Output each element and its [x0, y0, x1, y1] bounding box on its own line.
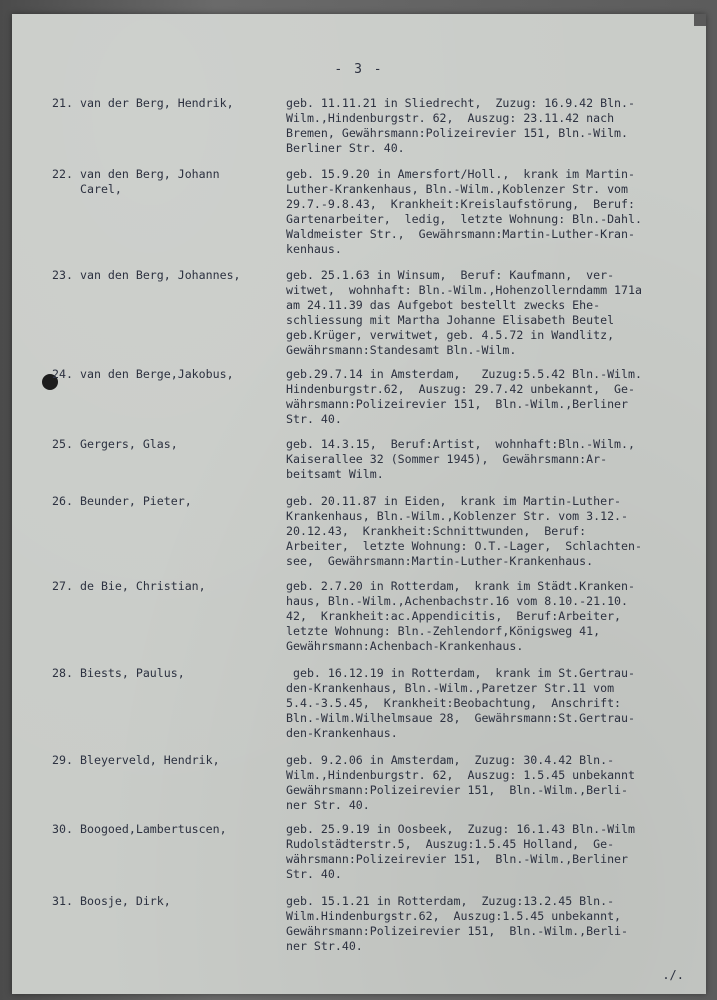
entry-name: van der Berg, Hendrik,: [80, 96, 234, 110]
continuation-mark: ./.: [662, 968, 684, 982]
entry-number: 23.: [52, 268, 73, 282]
document-page: [12, 14, 706, 994]
entry-name: van den Berge,Jakobus,: [80, 367, 234, 381]
entry-details: geb.29.7.14 in Amsterdam, Zuzug:5.5.42 Bln.-Wilm. Hindenburgstr.62, Auszug: 29.7.42 unbekannt, Ge- währsmann:Polizeirevier 151, Bln.-Wilm.,Berliner Str. 40.: [286, 367, 642, 426]
entry-details: geb. 15.9.20 in Amersfort/Holl., krank im Martin- Luther-Krankenhaus, Bln.-Wilm.,Koblenzer Str. vom 29.7.-9.8.43, Krankheit:Kreislaufstörung, Beruf: Gartenarbeiter, ledig, letzte Wohnung: Bln.-Dahl. Waldmeister Str., Gewährsmann:Martin-Luther-Kran- kenhaus.: [286, 167, 642, 256]
entry-name: Biests, Paulus,: [80, 666, 185, 680]
entry-details: geb. 16.12.19 in Rotterdam, krank im St.Gertrau- den-Krankenhaus, Bln.-Wilm.,Paretzer Str.11 vom 5.4.-3.5.45, Krankheit:Beobachtung, Anschrift: Bln.-Wilm.Wilhelmsaue 28, Gewährsmann:St.Gertrau- den-Krankenhaus.: [286, 666, 636, 740]
entry-details: geb. 9.2.06 in Amsterdam, Zuzug: 30.4.42 Bln.- Wilm.,Hindenburgstr. 62, Auszug: 1.5.45 unbekannt Gewährsmann:Polizeirevier 151, Bln.-Wilm.,Berli- ner Str. 40.: [286, 753, 636, 812]
entry-name: Beunder, Pieter,: [80, 494, 192, 508]
entry-details: geb. 11.11.21 in Sliedrecht, Zuzug: 16.9.42 Bln.- Wilm.,Hindenburgstr. 62, Auszug: 23.11.42 nach Bremen, Gewährsmann:Polizeirevier 151, Bln.-Wilm. Berliner Str. 40.: [286, 96, 636, 155]
entry-number: 28.: [52, 666, 73, 680]
entry-name: Bleyerveld, Hendrik,: [80, 753, 220, 767]
entry-name: Boosje, Dirk,: [80, 894, 171, 908]
entry-number: 25.: [52, 437, 73, 451]
entry-details: geb. 25.9.19 in Oosbeek, Zuzug: 16.1.43 Bln.-Wilm Rudolstädterstr.5, Auszug:1.5.45 Holland, Ge- währsmann:Polizeirevier 151, Bln.-Wilm.,Berliner Str. 40.: [286, 822, 636, 881]
entry-number: 27.: [52, 579, 73, 593]
entry-name: van den Berg, Johann Carel,: [80, 167, 220, 196]
entry-name: Boogoed,Lambertuscen,: [80, 822, 227, 836]
entry-name: Gergers, Glas,: [80, 437, 178, 451]
entry-number: 30.: [52, 822, 73, 836]
entry-details: geb. 25.1.63 in Winsum, Beruf: Kaufmann, ver- witwet, wohnhaft: Bln.-Wilm.,Hohenzollerndamm 171a am 24.11.39 das Aufgebot bestellt zwecks Ehe- schliessung mit Martha Johanne Elisabeth Beutel geb.Krüger, verwitwet, geb. 4.5.72 in Wandlitz, Gewährsmann:Standesamt Bln.-Wilm.: [286, 268, 642, 357]
entry-details: geb. 15.1.21 in Rotterdam, Zuzug:13.2.45 Bln.- Wilm.Hindenburgstr.62, Auszug:1.5.45 unbekannt, Gewährsmann:Polizeirevier 151, Bln.-Wilm.,Berli- ner Str.40.: [286, 894, 629, 953]
entry-name: de Bie, Christian,: [80, 579, 206, 593]
entry-number: 21.: [52, 96, 73, 110]
entry-number: 26.: [52, 494, 73, 508]
entry-number: 24.: [52, 367, 73, 381]
entry-number: 29.: [52, 753, 73, 767]
entry-details: geb. 2.7.20 in Rotterdam, krank im Städt.Kranken- haus, Bln.-Wilm.,Achenbachstr.16 vom 8.10.-21.10. 42, Krankheit:ac.Appendicitis, Beruf:Arbeiter, letzte Wohnung: Bln.-Zehlendorf,Königsweg 41, Gewährsmann:Achenbach-Krankenhaus.: [286, 579, 636, 653]
page-corner-cut: [694, 14, 706, 26]
entry-details: geb. 14.3.15, Beruf:Artist, wohnhaft:Bln.-Wilm., Kaiserallee 32 (Sommer 1945), Gewährsmann:Ar- beitsamt Wilm.: [286, 437, 636, 481]
entry-details: geb. 20.11.87 in Eiden, krank im Martin-Luther- Krankenhaus, Bln.-Wilm.,Koblenzer Str. vom 3.12.- 20.12.43, Krankheit:Schnittwunden, Beruf: Arbeiter, letzte Wohnung: O.T.-Lager, Schlachten- see, Gewährsmann:Martin-Luther-Krankenhaus.: [286, 494, 642, 568]
entry-number: 22.: [52, 167, 73, 181]
entry-number: 31.: [52, 894, 73, 908]
entry-name: van den Berg, Johannes,: [80, 268, 241, 282]
page-number: - 3 -: [334, 62, 384, 77]
